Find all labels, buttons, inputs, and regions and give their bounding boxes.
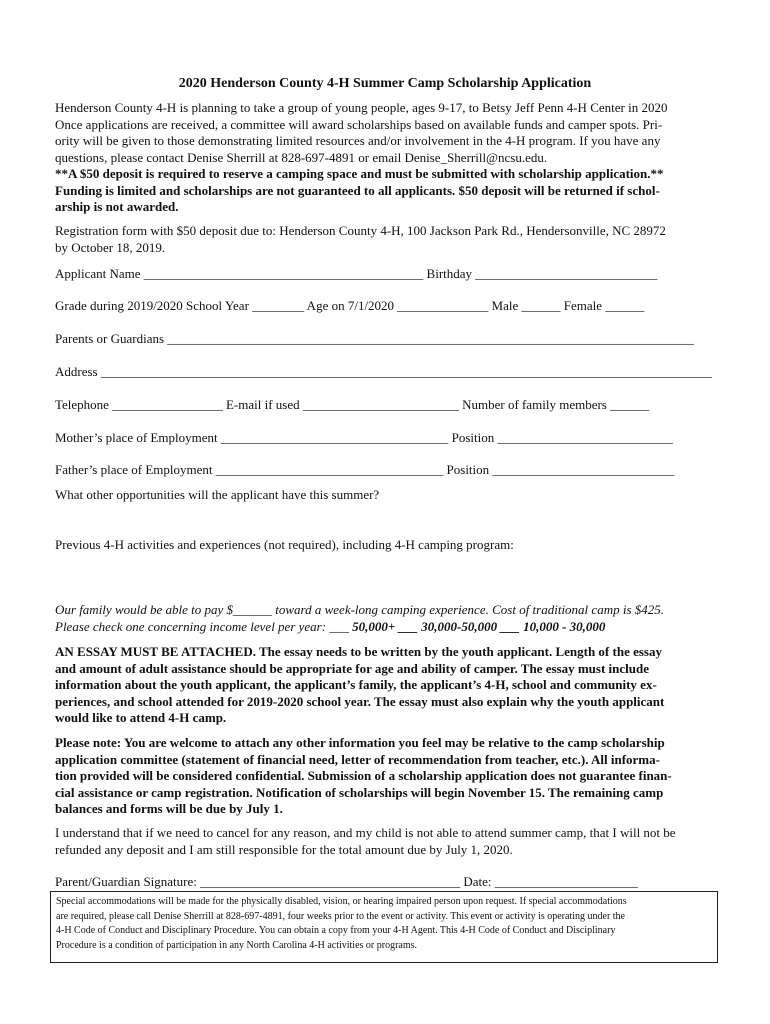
accommodations-notice-box bbox=[50, 891, 718, 963]
please-note-section bbox=[55, 735, 715, 818]
signature-date-field[interactable]: Parent/Guardian Signature: ________________________________________ Date: ______________________ bbox=[55, 874, 638, 889]
intro-line: Once applications are received, a committee will award scholarships based on available funds and camper spots. Pri- bbox=[55, 116, 663, 132]
essay-requirements bbox=[55, 644, 715, 727]
registration-info bbox=[55, 223, 715, 256]
payment-amount-line[interactable]: Our family would be able to pay $______ toward a week-long camping experience. Cost of traditional camp is $425. bbox=[55, 602, 665, 617]
intro-paragraph bbox=[55, 100, 715, 216]
previous-activities-question[interactable]: Previous 4-H activities and experiences (not required), including 4-H camping program: bbox=[55, 537, 514, 552]
essay-line: and amount of adult assistance should be appropriate for age and ability of camper. The essay must include bbox=[55, 660, 649, 676]
cancellation-policy bbox=[55, 825, 715, 858]
income-level-prompt: Please check one concerning income level per year: ___ bbox=[55, 618, 353, 634]
father-employment-field[interactable]: Father’s place of Employment ___________________________________ Position ____________________________ bbox=[55, 462, 675, 477]
essay-line: AN ESSAY MUST BE ATTACHED. The essay needs to be written by the youth applicant. Length of the essay bbox=[55, 644, 662, 659]
page-title: 2020 Henderson County 4-H Summer Camp Scholarship Application bbox=[178, 76, 592, 91]
payment-section bbox=[55, 602, 715, 635]
intro-line: questions, please contact Denise Sherrill at 828-697-4891 or email Denise_Sherrill@ncsu.edu. bbox=[55, 149, 548, 165]
income-option-10000-30000[interactable]: ___ 10,000 - 30,000 bbox=[500, 618, 606, 634]
note-line: balances and forms will be due by July 1. bbox=[55, 801, 283, 816]
essay-line: periences, and school attended for 2019-2020 school year. The essay must also explain why the youth applicant bbox=[55, 693, 665, 709]
funding-notice-cont: arship is not awarded. bbox=[55, 199, 179, 214]
funding-notice: Funding is limited and scholarships are not guaranteed to all applicants. $50 deposit will be returned if schol- bbox=[55, 182, 660, 198]
accommodations-line: are required, please call Denise Sherrill at 828-697-4891, four weeks prior to the event or activity. This event or activity is operating under the bbox=[56, 910, 625, 922]
income-level-line[interactable] bbox=[55, 619, 715, 636]
cancel-line: refunded any deposit and I am still responsible for the total amount due by July 1, 2020. bbox=[55, 841, 513, 857]
registration-line: by October 18, 2019. bbox=[55, 239, 166, 255]
essay-line: information about the youth applicant, the applicant’s family, the applicant’s 4-H, school and community ex- bbox=[55, 677, 657, 692]
telephone-email-family-field[interactable]: Telephone _________________ E-mail if used ________________________ Number of family members ______ bbox=[55, 397, 650, 412]
income-option-50000-plus[interactable]: 50,000+ bbox=[352, 618, 396, 634]
deposit-notice: **A $50 deposit is required to reserve a camping space and must be submitted with scholarship application.** bbox=[55, 166, 664, 181]
registration-line: Registration form with $50 deposit due to: Henderson County 4-H, 100 Jackson Park Rd., Hendersonville, NC 28972 bbox=[55, 223, 666, 238]
parents-guardians-field[interactable]: Parents or Guardians _________________________________________________________________________________ bbox=[55, 331, 694, 346]
accommodations-line: Special accommodations will be made for the physically disabled, vision, or hearing impaired person upon request. If special accommodations bbox=[56, 896, 627, 907]
cancel-line: I understand that if we need to cancel for any reason, and my child is not able to attend summer camp, that I will not be bbox=[55, 825, 676, 840]
grade-age-gender-field[interactable]: Grade during 2019/2020 School Year ________ Age on 7/1/2020 ______________ Male ______ Female ______ bbox=[55, 298, 645, 313]
applicant-name-birthday-field[interactable]: Applicant Name ___________________________________________ Birthday ____________________________ bbox=[55, 266, 658, 281]
address-field[interactable]: Address ______________________________________________________________________________________________ bbox=[55, 364, 712, 379]
income-option-30000-50000[interactable]: ___ 30,000-50,000 bbox=[398, 618, 498, 634]
intro-line: ority will be given to those demonstrating limited resources and/or involvement in the 4-H program. If you have any bbox=[55, 133, 661, 148]
mother-employment-field[interactable]: Mother’s place of Employment ___________________________________ Position ___________________________ bbox=[55, 430, 673, 445]
summer-opportunities-question[interactable]: What other opportunities will the applicant have this summer? bbox=[55, 487, 380, 502]
intro-line: Henderson County 4-H is planning to take a group of young people, ages 9-17, to Betsy Jeff Penn 4-H Center in 2020 bbox=[55, 100, 668, 115]
note-line: application committee (statement of financial need, letter of recommendation from teacher, etc.). All informa- bbox=[55, 751, 660, 767]
note-line: tion provided will be considered confidential. Submission of a scholarship application does not guarantee finan- bbox=[55, 768, 672, 783]
essay-line: would like to attend 4-H camp. bbox=[55, 710, 227, 725]
note-line: cial assistance or camp registration. Notification of scholarships will begin November 15. The remaining camp bbox=[55, 784, 664, 800]
note-line: Please note: You are welcome to attach any other information you feel may be relative to the camp scholarship bbox=[55, 735, 665, 750]
accommodations-line: Procedure is a condition of participation in any North Carolina 4-H activities or programs. bbox=[56, 939, 418, 951]
accommodations-line: 4-H Code of Conduct and Disciplinary Procedure. You can obtain a copy from your 4-H Agent. This 4-H Code of Conduct and Disciplinary bbox=[56, 925, 616, 936]
